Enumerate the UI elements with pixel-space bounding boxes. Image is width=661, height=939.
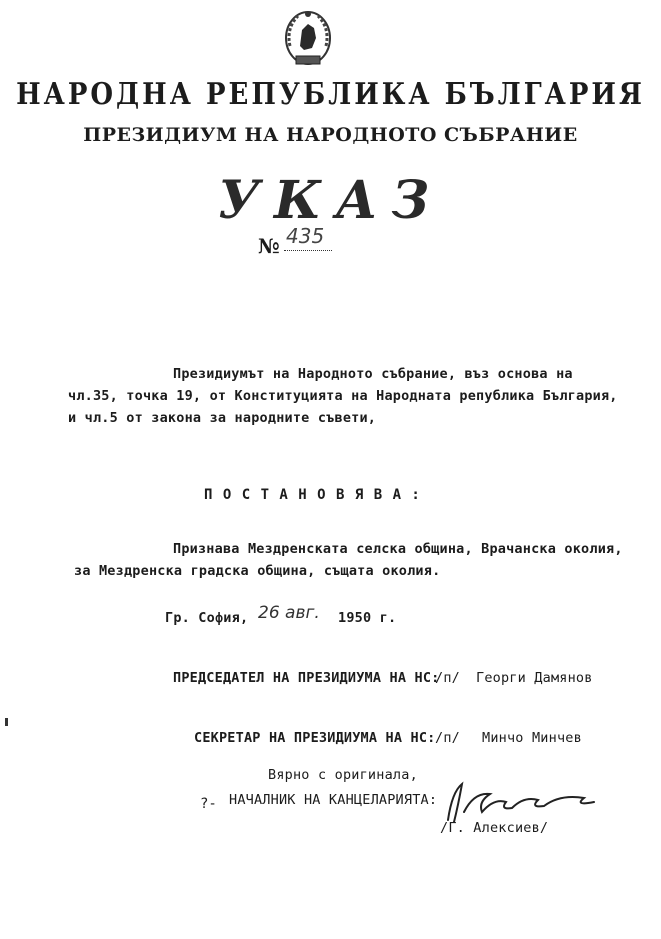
chairman-name: Георги Дамянов (476, 670, 593, 686)
office-head-name: /Г. Алексиев/ (440, 820, 549, 836)
date-year: 1950 г. (338, 610, 397, 626)
preamble-line-1: Президиумът на Народното събрание, въз основа на (173, 366, 573, 382)
preamble-line-2: чл.35, точка 19, от Конституцията на Народната република България, (68, 388, 618, 404)
header-presidium: ПРЕЗИДИУМ НА НАРОДНОТО СЪБРАНИЕ (83, 124, 578, 146)
margin-mark-icon: ?- (200, 796, 217, 812)
decree-line-2: за Мездренска градска община, същата околия. (74, 563, 441, 579)
decree-line-1: Признава Мездренската селска община, Врачанска околия, (173, 541, 623, 557)
chairman-title: ПРЕДСЕДАТЕЛ НА ПРЕЗИДИУМА НА НС: (173, 670, 440, 686)
margin-blot (5, 718, 8, 726)
header-republic: НАРОДНА РЕПУБЛИКА БЪЛГАРИЯ (16, 77, 645, 113)
chairman-signed-mark: /п/ (435, 670, 460, 686)
preamble-line-3: и чл.5 от закона за народните съвети, (68, 410, 377, 426)
decree-keyword: П О С Т А Н О В Я В А : (204, 487, 421, 503)
secretary-signed-mark: /п/ (435, 730, 460, 746)
place-city: Гр. София, (165, 610, 249, 626)
office-head-title: НАЧАЛНИК НА КАНЦЕЛАРИЯТА: (229, 792, 438, 808)
secretary-title: СЕКРЕТАР НА ПРЕЗИДИУМА НА НС: (194, 730, 436, 746)
document-title: УКАЗ (217, 170, 444, 231)
secretary-name: Минчо Минчев (482, 730, 582, 746)
decree-number-label: № (258, 234, 280, 258)
copy-certification: Вярно с оригинала, (268, 767, 418, 783)
handwritten-date: 26 авг. (258, 603, 320, 623)
decree-number-handwritten: 435 (284, 224, 332, 251)
state-emblem-icon (280, 8, 336, 70)
handwritten-signature-icon (434, 772, 604, 832)
